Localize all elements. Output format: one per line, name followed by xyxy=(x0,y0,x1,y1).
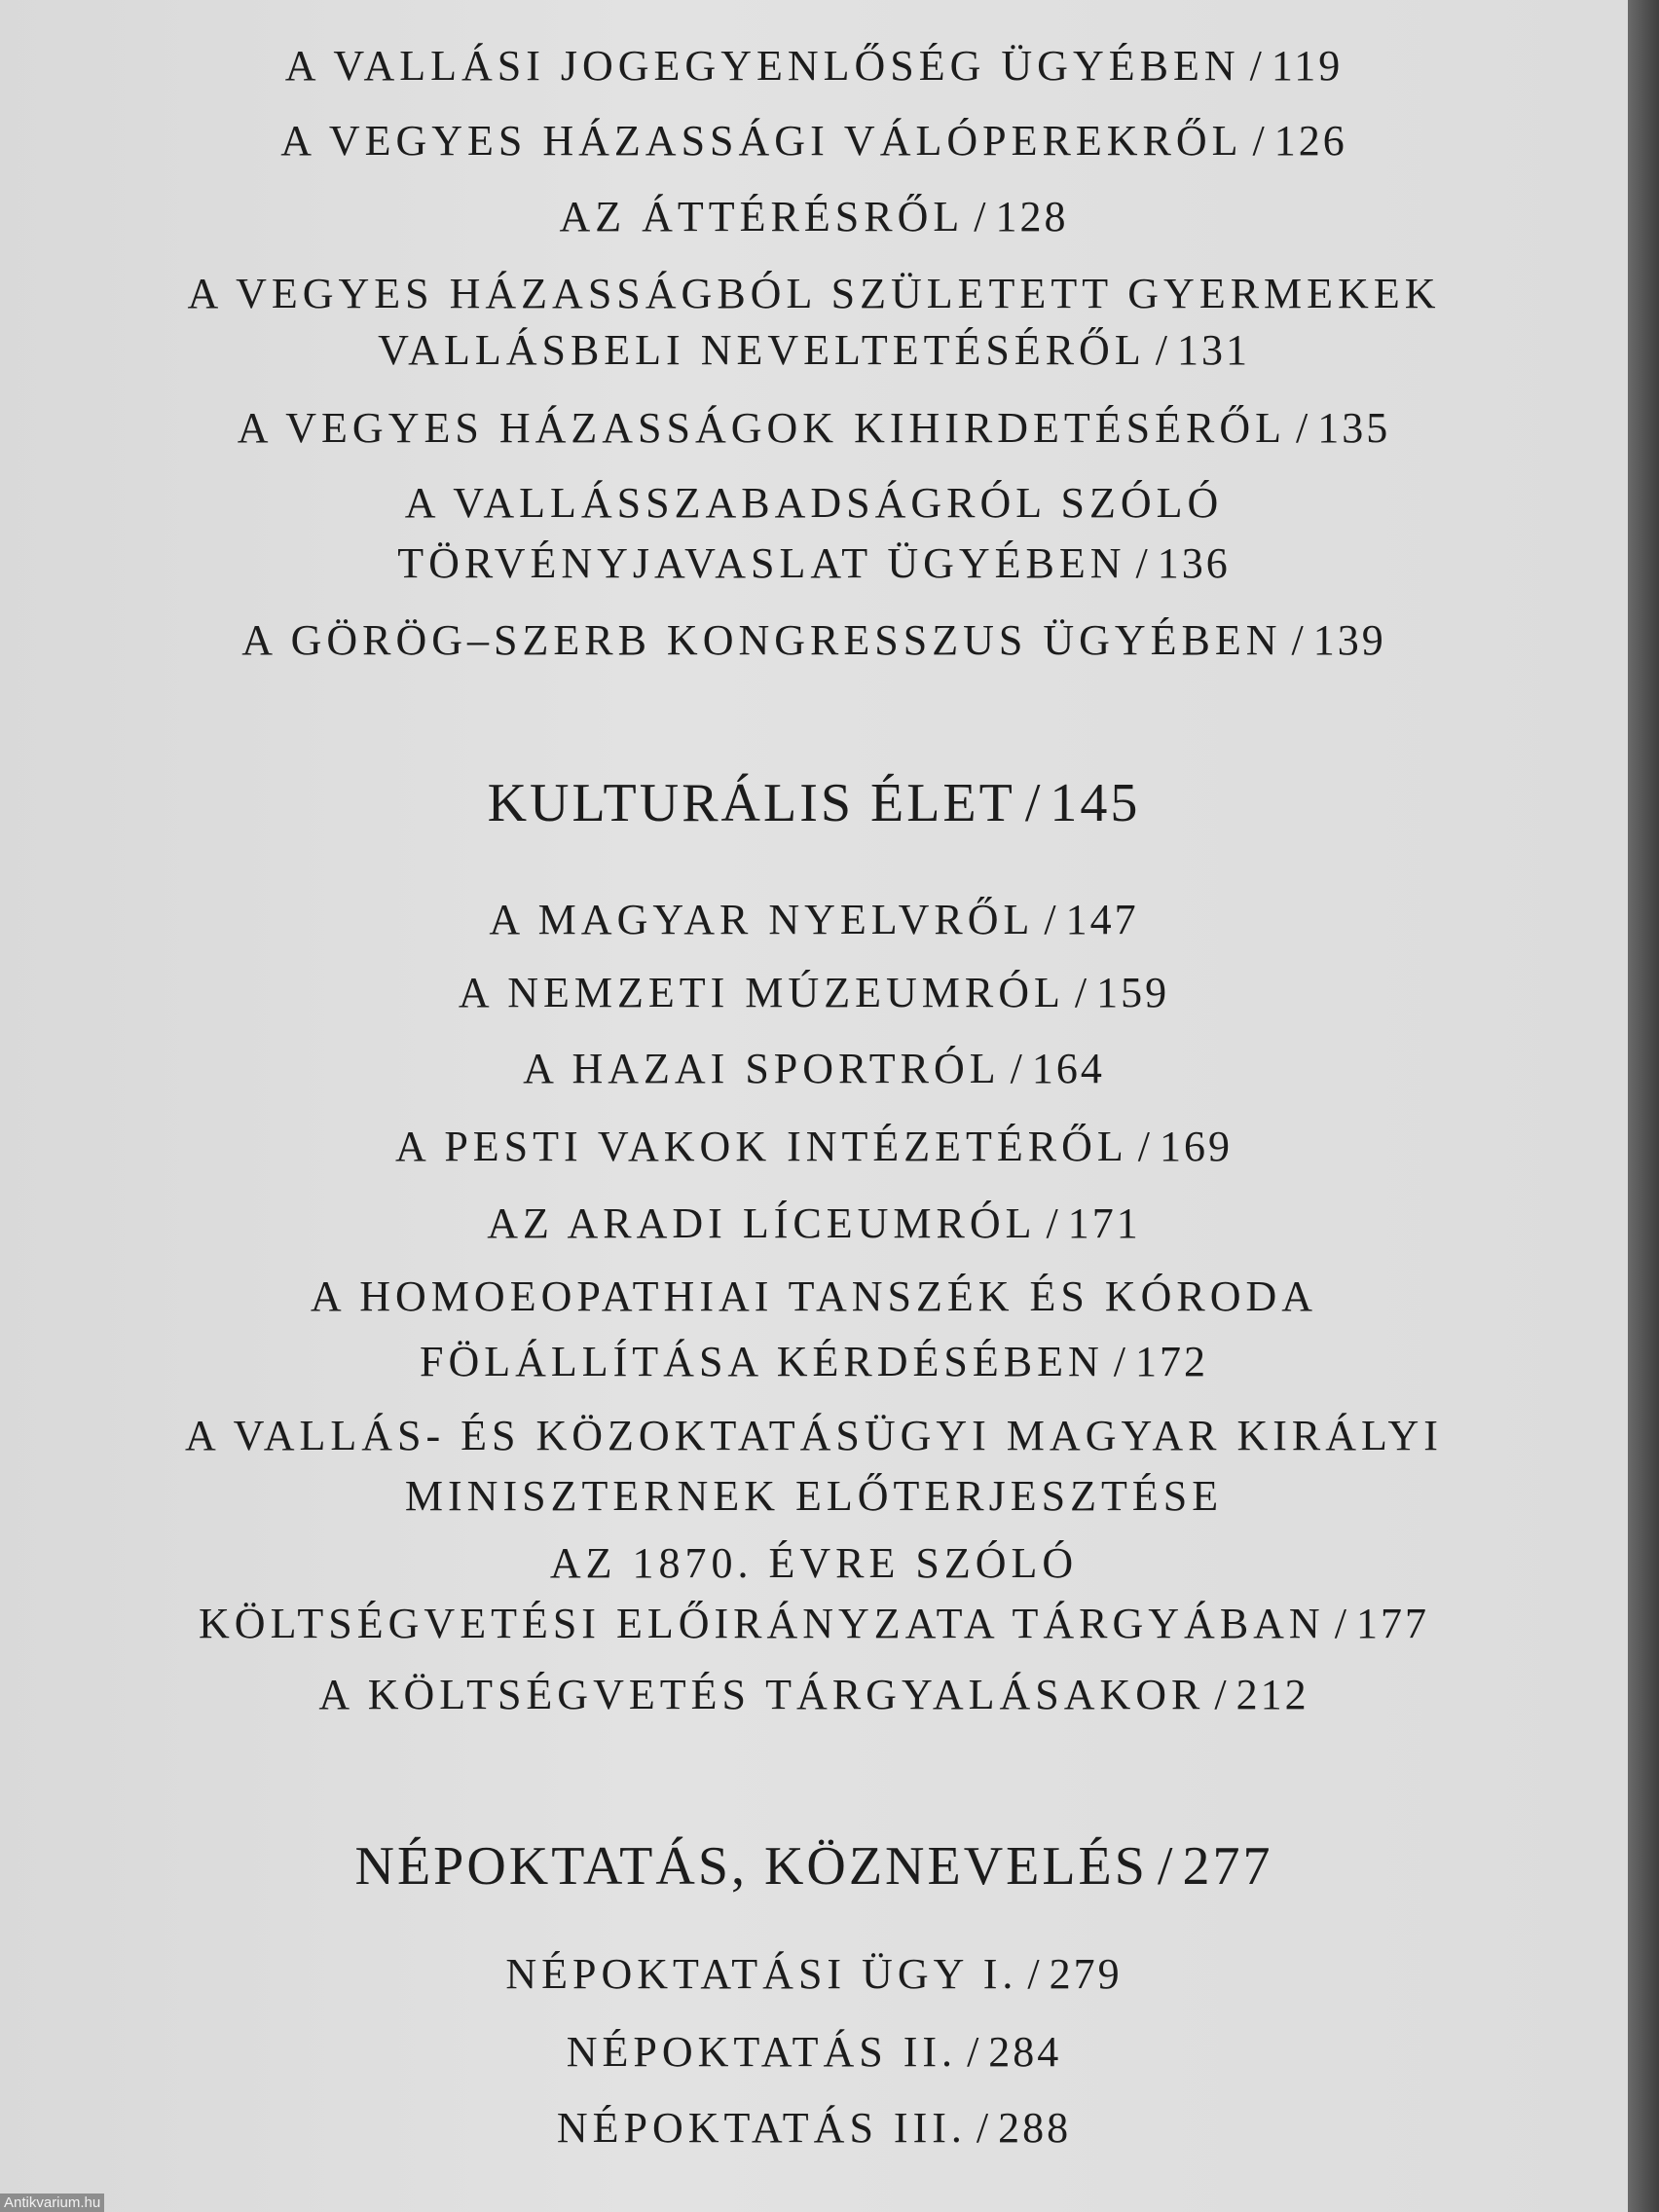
toc-entry xyxy=(0,190,1628,244)
toc-page-number: 164 xyxy=(1031,1045,1105,1092)
toc-entry-title: A PESTI VAKOK INTÉZETÉRŐL xyxy=(394,1123,1128,1170)
toc-page-number: 126 xyxy=(1273,117,1347,165)
toc-entry xyxy=(0,323,1628,378)
toc-page-number: 284 xyxy=(988,2028,1062,2076)
toc-separator: / xyxy=(967,2028,979,2076)
toc-entry-title: A VALLÁSI JOGEGYENLŐSÉG ÜGYÉBEN xyxy=(284,42,1240,90)
toc-separator: / xyxy=(1137,1123,1151,1170)
toc-entry-title: A VALLÁS- ÉS KÖZOKTATÁSÜGYI MAGYAR KIRÁLYI xyxy=(185,1412,1443,1459)
toc-entry-title: AZ ARADI LÍCEUMRÓL xyxy=(487,1199,1037,1247)
toc-section-heading xyxy=(0,1832,1628,1900)
toc-section-heading xyxy=(0,769,1628,837)
toc-entry-line xyxy=(0,267,1628,321)
toc-entry-title: AZ 1870. ÉVRE SZÓLÓ xyxy=(549,1539,1079,1587)
toc-entry xyxy=(0,1668,1628,1722)
toc-entry xyxy=(0,2101,1628,2156)
toc-separator: / xyxy=(1113,1338,1125,1385)
toc-page-number: 177 xyxy=(1355,1600,1429,1647)
toc-entry xyxy=(0,1597,1628,1651)
toc-separator: / xyxy=(976,2104,989,2152)
toc-entry-line xyxy=(0,1409,1628,1463)
toc-separator: / xyxy=(1249,42,1262,90)
toc-entry-title: AZ ÁTTÉRÉSRŐL xyxy=(559,193,965,240)
toc-separator: / xyxy=(1155,326,1167,374)
toc-page-number: 277 xyxy=(1182,1836,1273,1897)
toc-separator: / xyxy=(1157,1836,1173,1897)
toc-entry-title: A GÖRÖG–SZERB KONGRESSZUS ÜGYÉBEN xyxy=(241,616,1282,664)
toc-entry xyxy=(0,114,1628,168)
toc-separator: / xyxy=(1027,1950,1040,1998)
toc-entry xyxy=(0,1335,1628,1389)
toc-page-number: 172 xyxy=(1135,1338,1208,1385)
toc-entry-title: NÉPOKTATÁSI ÜGY I. xyxy=(505,1950,1018,1998)
toc-page-number: 279 xyxy=(1049,1950,1123,1998)
toc-entry-title: A HOMOEOPATHIAI TANSZÉK ÉS KÓRODA xyxy=(310,1272,1318,1320)
toc-page-number: 119 xyxy=(1271,42,1344,90)
toc-separator: / xyxy=(1024,773,1041,833)
toc-entry-line xyxy=(0,476,1628,531)
watermark: Antikvarium.hu xyxy=(0,2194,104,2212)
toc-entry xyxy=(0,966,1628,1020)
toc-entry-title: MINISZTERNEK ELŐTERJESZTÉSE xyxy=(404,1472,1224,1520)
toc-page-number: 139 xyxy=(1312,616,1386,664)
toc-page-number: 128 xyxy=(995,193,1069,240)
toc-separator: / xyxy=(974,193,986,240)
toc-separator: / xyxy=(1044,896,1056,943)
toc-entry xyxy=(0,1120,1628,1174)
toc-page-number: 145 xyxy=(1050,773,1141,833)
toc-page-number: 159 xyxy=(1096,969,1170,1016)
toc-entry-title: A KÖLTSÉGVETÉS TÁRGYALÁSAKOR xyxy=(318,1671,1205,1718)
toc-entry-title: A VALLÁSSZABADSÁGRÓL SZÓLÓ xyxy=(404,479,1224,527)
toc-entry xyxy=(0,1042,1628,1096)
toc-entry-title: A VEGYES HÁZASSÁGOK KIHIRDETÉSÉRŐL xyxy=(237,404,1287,452)
toc-entry-line xyxy=(0,1270,1628,1324)
toc-separator: / xyxy=(1334,1600,1346,1647)
toc-separator: / xyxy=(1135,539,1148,587)
toc-entry-line xyxy=(0,1469,1628,1524)
toc-entry xyxy=(0,1197,1628,1251)
toc-page-number: 212 xyxy=(1235,1671,1309,1718)
toc-separator: / xyxy=(1046,1199,1058,1247)
toc-entry xyxy=(0,893,1628,947)
toc-separator: / xyxy=(1214,1671,1227,1718)
page-edge-shadow xyxy=(1628,0,1659,2212)
toc-entry xyxy=(0,39,1628,93)
toc-entry-title: VALLÁSBELI NEVELTETÉSÉRŐL xyxy=(378,326,1146,374)
toc-entry xyxy=(0,613,1628,668)
toc-separator: / xyxy=(1010,1045,1022,1092)
toc-separator: / xyxy=(1252,117,1265,165)
toc-entry-line xyxy=(0,1536,1628,1591)
toc-entry-title: A NEMZETI MÚZEUMRÓL xyxy=(458,969,1065,1016)
toc-entry-title: A VEGYES HÁZASSÁGI VÁLÓPEREKRŐL xyxy=(280,117,1243,165)
section-title: NÉPOKTATÁS, KÖZNEVELÉS xyxy=(354,1836,1148,1897)
toc-entry xyxy=(0,1947,1628,2002)
toc-page-number: 136 xyxy=(1157,539,1231,587)
toc-page-number: 171 xyxy=(1067,1199,1141,1247)
toc-entry-title: TÖRVÉNYJAVASLAT ÜGYÉBEN xyxy=(397,539,1126,587)
toc-page-number: 131 xyxy=(1176,326,1250,374)
toc-entry-title: NÉPOKTATÁS II. xyxy=(566,2028,958,2076)
toc-entry-title: KÖLTSÉGVETÉSI ELŐIRÁNYZATA TÁRGYÁBAN xyxy=(199,1600,1325,1647)
toc-entry xyxy=(0,401,1628,456)
toc-entry xyxy=(0,2025,1628,2080)
toc-page-number: 147 xyxy=(1065,896,1139,943)
toc-page-number: 135 xyxy=(1317,404,1391,452)
toc-entry-title: NÉPOKTATÁS III. xyxy=(556,2104,967,2152)
toc-entry-title: A VEGYES HÁZASSÁGBÓL SZÜLETETT GYERMEKEK xyxy=(187,270,1441,317)
toc-entry-title: A HAZAI SPORTRÓL xyxy=(523,1045,1001,1092)
section-title: KULTURÁLIS ÉLET xyxy=(487,773,1015,833)
toc-entry-title: FÖLÁLLÍTÁSA KÉRDÉSÉBEN xyxy=(419,1338,1104,1385)
toc-separator: / xyxy=(1291,616,1304,664)
toc-separator: / xyxy=(1296,404,1309,452)
toc-separator: / xyxy=(1074,969,1088,1016)
toc-page-number: 169 xyxy=(1160,1123,1234,1170)
toc-entry-title: A MAGYAR NYELVRŐL xyxy=(489,896,1035,943)
toc-entry xyxy=(0,536,1628,591)
toc-page-number: 288 xyxy=(998,2104,1072,2152)
